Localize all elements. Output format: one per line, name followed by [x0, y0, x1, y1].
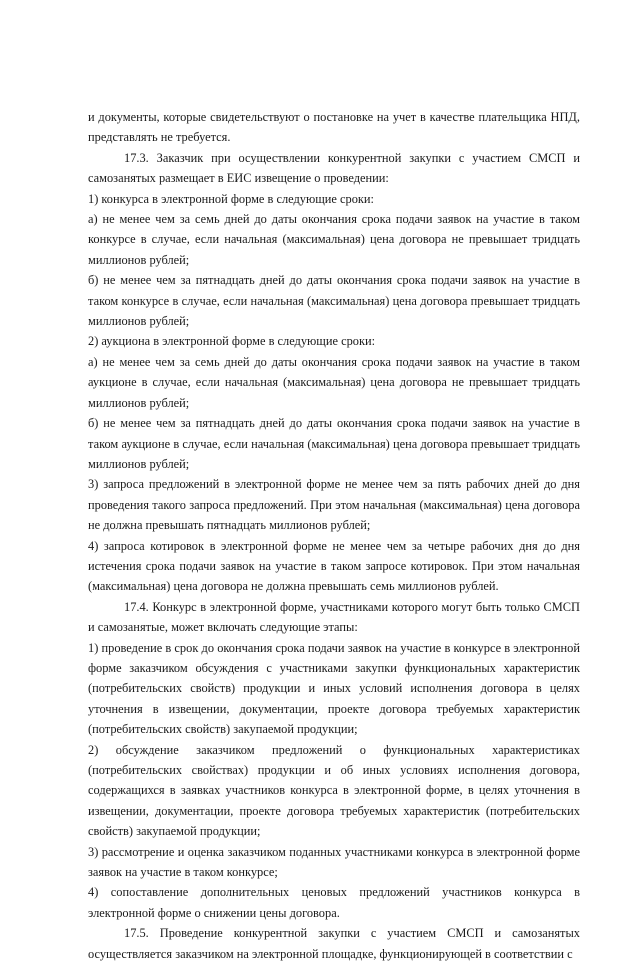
list-item: 1) проведение в срок до окончания срока подачи заявок на участие в конкурсе в электронной форме заказчиком обсуждения с участниками закупки функциональных характеристик (потребительских свойств) продукции и иных условий исполнения договора в целях уточнения в извещении, документации, проекте договора требуемых характеристик (потребительских свойств) закупаемой продукции; — [88, 640, 580, 737]
list-item: 3) запроса предложений в электронной форме не менее чем за пять рабочих дней до дня проведения такого запроса предложений. При этом начальная (максимальная) цена договора не должна превышать пятнадцать миллионов рублей; — [88, 477, 580, 533]
list-item: б) не менее чем за пятнадцать дней до даты окончания срока подачи заявок на участие в таком конкурсе в случае, если начальная (максимальная) цена договора превышает тридцать миллионов рублей; — [88, 273, 580, 329]
clause-17-3: 17.3. Заказчик при осуществлении конкурентной закупки с участием СМСП и самозанятых размещает в ЕИС извещение о проведении: — [88, 150, 580, 186]
list-item: 2) обсуждение заказчиком предложений о функциональных характеристиках (потребительских свойствах) продукции и об иных условиях исполнения договора, содержащихся в заявках участников конкурса в электронной форме, в целях уточнения в извещении, документации, проекте договора требуемых характеристик (потребительских свойств) закупаемой продукции; — [88, 742, 580, 839]
list-item: а) не менее чем за семь дней до даты окончания срока подачи заявок на участие в таком аукционе в случае, если начальная (максимальная) цена договора не превышает тридцать миллионов рублей; — [88, 354, 580, 410]
list-item: 3) рассмотрение и оценка заказчиком поданных участниками конкурса в электронной форме заявок на участие в таком конкурсе; — [88, 844, 580, 880]
list-item: 4) запроса котировок в электронной форме не менее чем за четыре рабочих дня до дня истечения срока подачи заявок на участие в таком запросе котировок. При этом начальная (максимальная) цена договора не должна превышать семь миллионов рублей. — [88, 538, 580, 594]
clause-17-4: 17.4. Конкурс в электронной форме, участниками которого могут быть только СМСП и самозанятые, может включать следующие этапы: — [88, 599, 580, 635]
list-item: 2) аукциона в электронной форме в следующие сроки: — [88, 334, 376, 349]
list-item: 4) сопоставление дополнительных ценовых предложений участников конкурса в электронной форме о снижении цены договора. — [88, 885, 580, 920]
list-item: б) не менее чем за пятнадцать дней до даты окончания срока подачи заявок на участие в таком аукционе в случае, если начальная (максимальная) цена договора превышает тридцать миллионов рублей; — [88, 416, 580, 471]
document-body — [88, 107, 580, 964]
list-item: а) не менее чем за семь дней до даты окончания срока подачи заявок на участие в таком конкурсе в случае, если начальная (максимальная) цена договора не превышает тридцать миллионов рублей; — [88, 212, 580, 267]
list-item: 1) конкурса в электронной форме в следующие сроки: — [88, 191, 374, 206]
paragraph: и документы, которые свидетельствуют о постановке на учет в качестве плательщика НПД, представлять не требуется. — [88, 110, 580, 145]
clause-17-5: 17.5. Проведение конкурентной закупки с участием СМСП и самозанятых осуществляется заказчиком на электронной площадке, функционирующей в соответствии с — [88, 926, 580, 961]
